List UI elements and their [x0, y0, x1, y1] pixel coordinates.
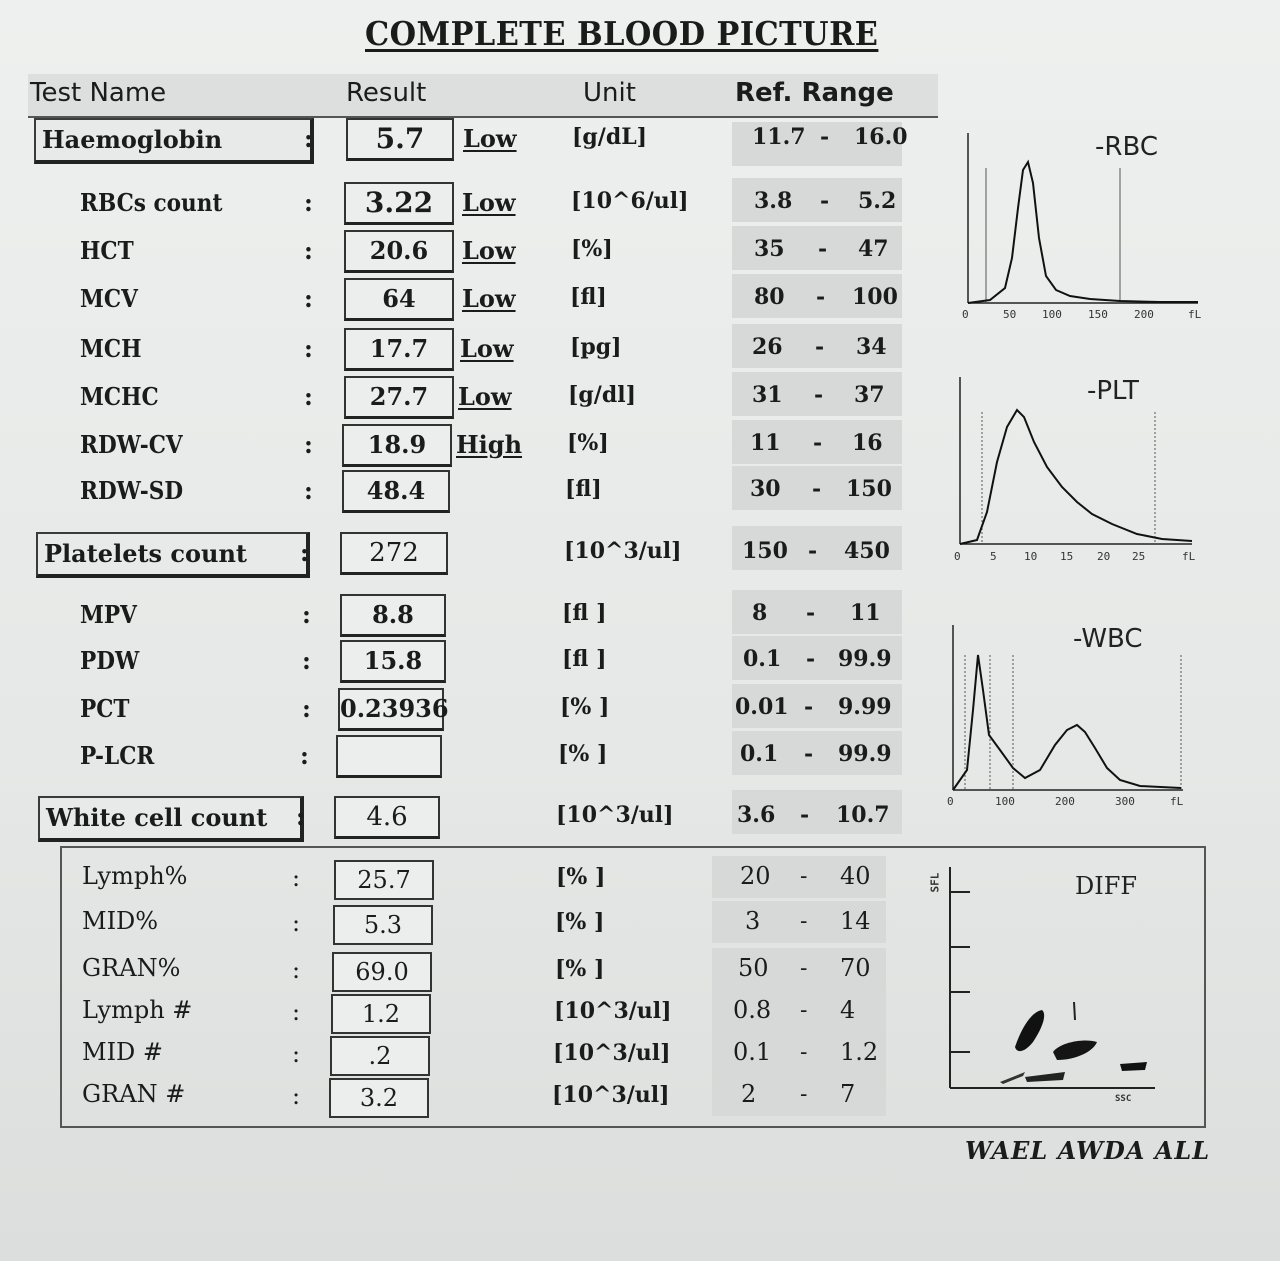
colon: : — [302, 694, 311, 723]
ref-dash: - — [800, 864, 808, 889]
result-flag: Low — [463, 124, 517, 153]
unit: [fl ] — [562, 646, 607, 672]
unit: [10^6/ul] — [571, 188, 689, 214]
rbc-histogram — [960, 128, 1200, 328]
diff-result-value: 69.0 — [332, 952, 432, 992]
plt-tick: 5 — [990, 550, 997, 563]
ref-high: 16 — [852, 430, 883, 456]
colon: : — [304, 334, 313, 363]
colon: : — [292, 909, 301, 937]
test-name: White cell count — [38, 796, 304, 842]
ref-dash: - — [804, 694, 814, 720]
diff-test-name: GRAN # — [82, 1080, 186, 1108]
ref-low: 0.8 — [733, 996, 772, 1024]
test-name: PCT — [80, 694, 130, 723]
ref-high: 100 — [852, 284, 898, 310]
test-name: MCH — [80, 334, 142, 363]
unit: [10^3/ul] — [564, 538, 682, 564]
ref-high: 450 — [844, 538, 890, 564]
unit: [g/dL] — [572, 124, 648, 150]
test-name: P-LCR — [80, 741, 155, 770]
ref-dash: - — [813, 430, 823, 456]
unit: [10^3/ul] — [552, 1082, 670, 1108]
ref-dash: - — [806, 600, 816, 626]
ref-dash: - — [818, 236, 828, 262]
ref-dash: - — [804, 741, 814, 767]
colon: : — [292, 864, 301, 892]
rbc-tick: 100 — [1042, 308, 1062, 321]
test-name: HCT — [80, 236, 134, 265]
diff-label: DIFF — [1075, 872, 1138, 900]
unit: [% ] — [560, 694, 610, 720]
result-value: 27.7 — [344, 376, 454, 419]
ref-high: 1.2 — [840, 1038, 879, 1066]
result-value: 17.7 — [344, 328, 454, 371]
result-value: 15.8 — [340, 640, 446, 683]
test-name: Platelets count — [36, 532, 310, 578]
ref-low: 0.1 — [740, 741, 779, 767]
plt-tick: 15 — [1060, 550, 1074, 563]
wbc-tick: 200 — [1055, 795, 1075, 808]
ref-low: 3.8 — [754, 188, 793, 214]
header-result: Result — [346, 78, 427, 108]
ref-low: 20 — [740, 862, 771, 890]
unit: [% ] — [555, 956, 605, 982]
ref-range-bg — [712, 1074, 886, 1116]
ref-dash: - — [800, 909, 808, 934]
unit: [fl ] — [562, 600, 607, 626]
colon: : — [292, 998, 301, 1026]
result-value: 18.9 — [342, 424, 452, 467]
diff-result-value: 25.7 — [334, 860, 434, 900]
ref-low: 80 — [754, 284, 785, 310]
ref-high: 47 — [858, 236, 889, 262]
result-value: 3.22 — [344, 182, 454, 225]
diff-test-name: GRAN% — [82, 954, 181, 982]
ref-high: 4 — [840, 996, 856, 1024]
wbc-tick: 100 — [995, 795, 1015, 808]
rbc-tick: 200 — [1134, 308, 1154, 321]
ref-dash: - — [800, 1082, 808, 1107]
ref-high: 5.2 — [858, 188, 897, 214]
colon: : — [292, 1082, 301, 1110]
result-value: 272 — [340, 532, 448, 575]
unit: [fl] — [565, 476, 602, 502]
result-flag: High — [456, 430, 523, 459]
ref-low: 11 — [750, 430, 781, 456]
ref-low: 0.1 — [733, 1038, 772, 1066]
signature: WAEL AWDA ALL — [965, 1136, 1211, 1165]
unit: [pg] — [570, 334, 622, 360]
test-name: MCV — [80, 284, 138, 313]
ref-high: 99.9 — [838, 741, 892, 767]
ref-dash: - — [800, 1040, 808, 1065]
unit: [10^3/ul] — [553, 1040, 671, 1066]
ref-low: 35 — [754, 236, 785, 262]
diff-scattergram — [925, 862, 1165, 1112]
diff-result-value: .2 — [330, 1036, 430, 1076]
plt-label: -PLT — [1087, 376, 1139, 406]
ref-dash: - — [815, 334, 825, 360]
ref-dash: - — [816, 284, 826, 310]
ref-high: 70 — [840, 954, 871, 982]
rbc-label: -RBC — [1095, 132, 1158, 162]
plt-tick: 25 — [1132, 550, 1146, 563]
diff-test-name: MID # — [82, 1038, 164, 1066]
wbc-histogram — [945, 620, 1190, 820]
table-header — [28, 74, 938, 118]
ref-low: 11.7 — [752, 124, 806, 150]
rbc-tick: 0 — [962, 308, 969, 321]
plt-tick: 20 — [1097, 550, 1111, 563]
test-name: RBCs count — [80, 188, 223, 217]
colon: : — [304, 124, 313, 153]
unit: [10^3/ul] — [556, 802, 674, 828]
colon: : — [300, 741, 309, 770]
ref-dash: - — [800, 956, 808, 981]
result-flag: Low — [462, 284, 516, 313]
rbc-tick: fL — [1188, 308, 1202, 321]
ref-low: 31 — [752, 382, 783, 408]
result-value: 4.6 — [334, 796, 440, 839]
ref-high: 11 — [850, 600, 881, 626]
result-flag: Low — [462, 236, 516, 265]
result-value — [336, 735, 442, 778]
ref-low: 50 — [738, 954, 769, 982]
header-test-name: Test Name — [30, 78, 167, 108]
colon: : — [304, 476, 313, 505]
ref-dash: - — [808, 538, 818, 564]
colon: : — [302, 646, 311, 675]
ref-dash: - — [820, 124, 830, 150]
ref-high: 40 — [840, 862, 871, 890]
colon: : — [304, 236, 313, 265]
wbc-tick: 300 — [1115, 795, 1135, 808]
wbc-tick: fL — [1170, 795, 1184, 808]
ref-dash: - — [812, 476, 822, 502]
ref-high: 9.99 — [838, 694, 892, 720]
diff-test-name: Lymph% — [82, 862, 188, 890]
ref-dash: - — [814, 382, 824, 408]
test-name: RDW-CV — [80, 430, 183, 459]
ref-low: 30 — [750, 476, 781, 502]
plt-histogram — [952, 372, 1197, 572]
result-value: 64 — [344, 278, 454, 321]
result-value: 0.23936 — [338, 688, 444, 731]
colon: : — [296, 802, 305, 831]
test-name: MCHC — [80, 382, 159, 411]
report-title: COMPLETE BLOOD PICTURE — [365, 14, 879, 53]
unit: [% ] — [556, 864, 606, 890]
diff-y-axis-label: SFL — [928, 872, 942, 893]
diff-test-name: MID% — [82, 907, 159, 935]
result-value: 20.6 — [344, 230, 454, 273]
result-value: 48.4 — [342, 470, 450, 513]
diff-result-value: 3.2 — [329, 1078, 429, 1118]
result-flag: Low — [462, 188, 516, 217]
header-unit: Unit — [583, 78, 636, 108]
ref-high: 150 — [846, 476, 892, 502]
diff-result-value: 5.3 — [333, 905, 433, 945]
plt-tick: 10 — [1024, 550, 1038, 563]
diff-result-value: 1.2 — [331, 994, 431, 1034]
result-value: 5.7 — [346, 118, 454, 161]
colon: : — [292, 1040, 301, 1068]
colon: : — [300, 538, 309, 567]
unit: [% ] — [555, 909, 605, 935]
unit: [% ] — [558, 741, 608, 767]
ref-dash: - — [800, 998, 808, 1023]
ref-low: 150 — [742, 538, 788, 564]
unit: [%] — [571, 236, 613, 262]
ref-low: 2 — [741, 1080, 757, 1108]
ref-high: 10.7 — [836, 802, 890, 828]
test-name: Haemoglobin — [34, 118, 314, 164]
ref-high: 37 — [854, 382, 885, 408]
ref-low: 3.6 — [737, 802, 776, 828]
ref-low: 0.01 — [735, 694, 789, 720]
ref-high: 16.0 — [854, 124, 908, 150]
ref-dash: - — [800, 802, 810, 828]
colon: : — [302, 600, 311, 629]
ref-low: 8 — [752, 600, 768, 626]
unit: [g/dl] — [568, 382, 636, 408]
diff-test-name: Lymph # — [82, 996, 193, 1024]
plt-tick: 0 — [954, 550, 961, 563]
rbc-tick: 150 — [1088, 308, 1108, 321]
ref-low: 3 — [745, 907, 761, 935]
colon: : — [292, 956, 301, 984]
diff-x-axis-label: SSC — [1115, 1094, 1132, 1104]
ref-dash: - — [806, 646, 816, 672]
colon: : — [304, 430, 313, 459]
colon: : — [304, 188, 313, 217]
test-name: MPV — [80, 600, 137, 629]
ref-high: 34 — [856, 334, 887, 360]
result-flag: Low — [458, 382, 512, 411]
result-value: 8.8 — [340, 594, 446, 637]
unit: [fl] — [570, 284, 607, 310]
ref-low: 26 — [752, 334, 783, 360]
ref-low: 0.1 — [743, 646, 782, 672]
unit: [10^3/ul] — [554, 998, 672, 1024]
ref-high: 14 — [840, 907, 871, 935]
unit: [%] — [567, 430, 609, 456]
colon: : — [304, 382, 313, 411]
test-name: PDW — [80, 646, 140, 675]
ref-dash: - — [820, 188, 830, 214]
colon: : — [304, 284, 313, 313]
test-name: RDW-SD — [80, 476, 184, 505]
result-flag: Low — [460, 334, 514, 363]
plt-tick: fL — [1182, 550, 1196, 563]
wbc-label: -WBC — [1073, 624, 1143, 654]
header-ref-range: Ref. Range — [735, 78, 894, 108]
rbc-tick: 50 — [1003, 308, 1017, 321]
ref-high: 99.9 — [838, 646, 892, 672]
ref-high: 7 — [840, 1080, 856, 1108]
wbc-tick: 0 — [947, 795, 954, 808]
